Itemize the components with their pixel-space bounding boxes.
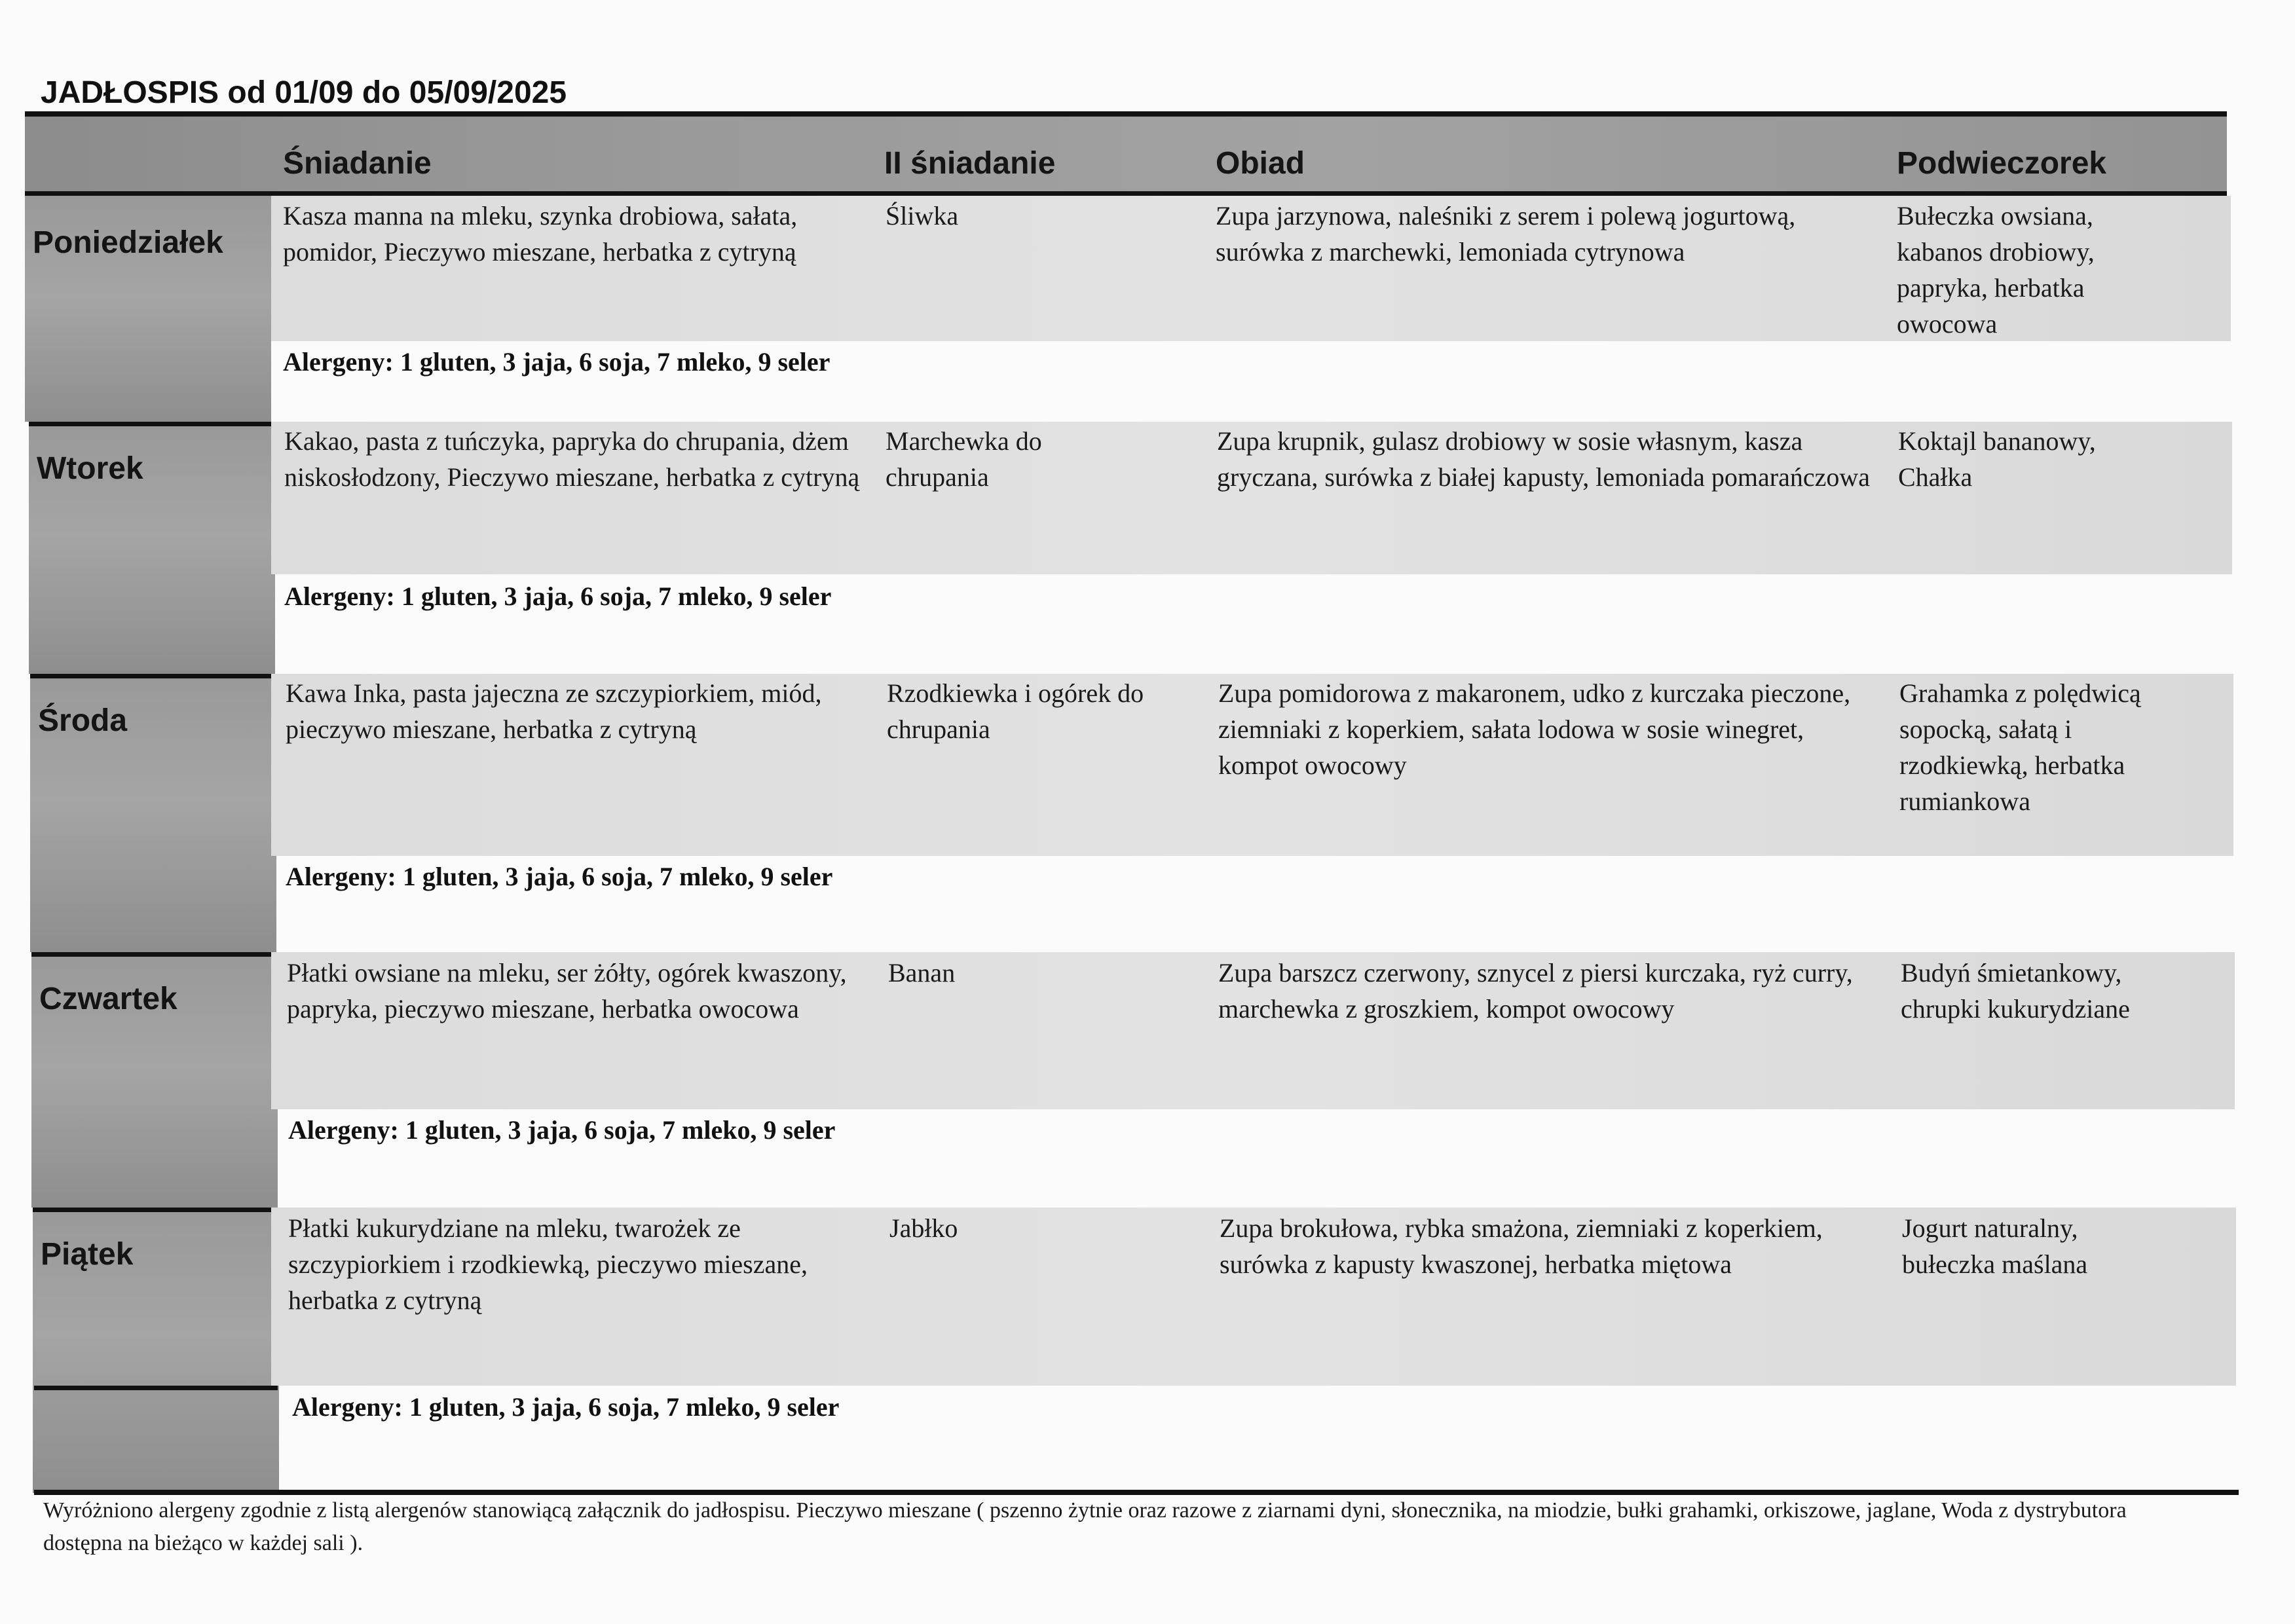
allergens-note: Alergeny: 1 gluten, 3 jaja, 6 soja, 7 mleko, 9 seler [284,581,832,611]
breakfast-cell: Kakao, pasta z tuńczyka, papryka do chrupania, dżem niskosłodzony, Pieczywo mieszane, herbatka z cytryną [284,426,860,492]
day-cell-wednesday [30,674,276,952]
day-label: Czwartek [39,982,177,1016]
header-snack: Podwieczorek [1897,146,2107,181]
header-second-breakfast: II śniadanie [884,146,1056,181]
day-cell-tuesday [29,422,275,674]
header-rule [25,191,2227,196]
snack-cell: Koktajl bananowy, Chałka [1898,426,2096,492]
breakfast-cell: Płatki owsiane na mleku, ser żółty, ogórek kwaszony, papryka, pieczywo mieszane, herbatka owocowa [287,958,847,1024]
empty-day-cell [34,1390,278,1490]
allergens-note: Alergeny: 1 gluten, 3 jaja, 6 soja, 7 mleko, 9 seler [283,347,830,377]
lunch-cell: Zupa barszcz czerwony, sznycel z piersi kurczaka, ryż curry, marchewka z groszkiem, kompot owocowy [1218,958,1853,1024]
page-title: JADŁOSPIS od 01/09 do 05/09/2025 [41,75,567,110]
day-label: Środa [38,703,128,738]
day-rule [33,1208,279,1212]
day-cell-monday [25,196,271,422]
breakfast-cell: Kasza manna na mleku, szynka drobiowa, sałata, pomidor, Pieczywo mieszane, herbatka z cytryną [283,201,798,267]
second-breakfast-cell: Marchewka do chrupania [886,426,1042,492]
snack-cell: Grahamka z polędwicą sopocką, sałatą i rzodkiewką, herbatka rumiankowa [1899,678,2141,816]
day-cell-thursday [31,952,278,1208]
allergens-note: Alergeny: 1 gluten, 3 jaja, 6 soja, 7 mleko, 9 seler [288,1115,836,1145]
second-breakfast-cell: Śliwka [886,201,959,231]
footnote: Wyróżniono alergeny zgodnie z listą alergenów stanowiącą załącznik do jadłospisu. Pieczywo mieszane ( pszenno żytnie oraz razowe z ziarnami dyni, słonecznika, na miodzie, bułki grahamki, orkiszowe, jaglane, Woda z dystrybutora dostępna na bieżąco w każdej sali ). [43,1498,2127,1555]
title-rule [25,111,2227,117]
header-breakfast: Śniadanie [283,146,432,181]
friday-rule [34,1386,278,1390]
lunch-cell: Zupa jarzynowa, naleśniki z serem i polewą jogurtową, surówka z marchewki, lemoniada cytrynowa [1216,201,1796,267]
second-breakfast-cell: Rzodkiewka i ogórek do chrupania [887,678,1144,744]
day-rule [29,422,275,426]
breakfast-cell: Kawa Inka, pasta jajeczna ze szczypiorkiem, miód, pieczywo mieszane, herbatka z cytryną [286,678,822,744]
lunch-cell: Zupa pomidorowa z makaronem, udko z kurczaka pieczone, ziemniaki z koperkiem, sałata lodowa w sosie winegret, kompot owocowy [1218,678,1851,780]
snack-cell: Jogurt naturalny, bułeczka maślana [1902,1213,2088,1279]
header-lunch: Obiad [1216,146,1305,181]
snack-cell: Bułeczka owsiana, kabanos drobiowy, papryka, herbatka owocowa [1897,201,2095,339]
day-rule [31,952,278,957]
lunch-cell: Zupa krupnik, gulasz drobiowy w sosie własnym, kasza gryczana, surówka z białej kapusty, lemoniada pomarańczowa [1217,426,1870,492]
snack-cell: Budyń śmietankowy, chrupki kukurydziane [1901,958,2130,1024]
allergens-note: Alergeny: 1 gluten, 3 jaja, 6 soja, 7 mleko, 9 seler [292,1392,840,1422]
second-breakfast-cell: Jabłko [889,1213,958,1243]
day-rule [30,674,276,678]
second-breakfast-cell: Banan [888,958,956,987]
day-label: Wtorek [37,451,143,486]
breakfast-cell: Płatki kukurydziane na mleku, twarożek ze szczypiorkiem i rzodkiewką, pieczywo mieszane, herbatka z cytryną [288,1213,808,1315]
day-label: Piątek [41,1237,134,1272]
allergens-note: Alergeny: 1 gluten, 3 jaja, 6 soja, 7 mleko, 9 seler [286,862,833,891]
day-label: Poniedziałek [33,225,223,260]
lunch-cell: Zupa brokułowa, rybka smażona, ziemniaki z koperkiem, surówka z kapusty kwaszonej, herbatka miętowa [1220,1213,1823,1279]
